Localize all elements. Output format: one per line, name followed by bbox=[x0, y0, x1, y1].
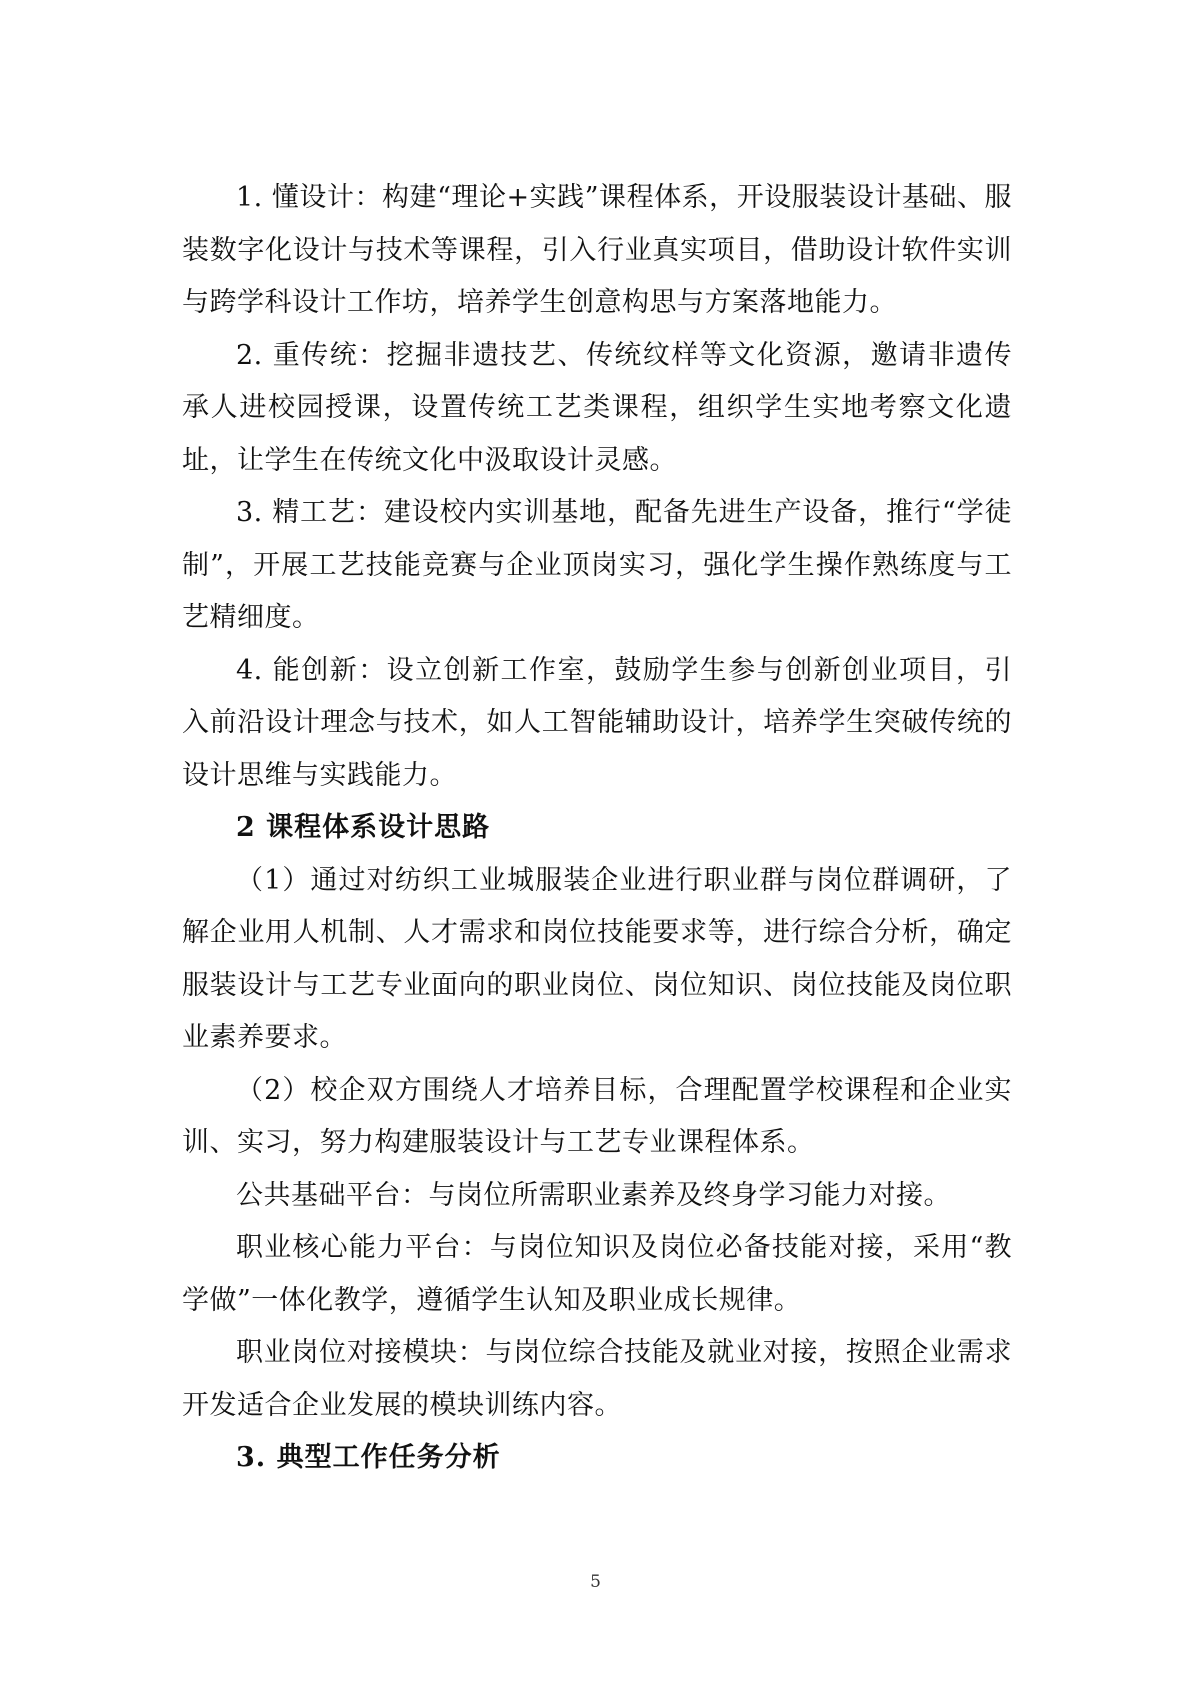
paragraph-value-tradition: 2. 重传统：挖掘非遗技艺、传统纹样等文化资源，邀请非遗传承人进校园授课，设置传统工艺类课程，组织学生实地考察文化遗址，让学生在传统文化中汲取设计灵感。 bbox=[182, 339, 1012, 476]
section-heading-curriculum-design: 2 课程体系设计思路 bbox=[236, 812, 491, 843]
paragraph-job-module: 职业岗位对接模块：与岗位综合技能及就业对接，按照企业需求开发适合企业发展的模块训练内容。 bbox=[182, 1337, 1012, 1421]
page-body bbox=[182, 172, 1012, 1485]
section-heading-task-analysis: 3. 典型工作任务分析 bbox=[236, 1442, 501, 1473]
paragraph-public-foundation: 公共基础平台：与岗位所需职业素养及终身学习能力对接。 bbox=[236, 1179, 951, 1211]
paragraph-school-enterprise: （2）校企双方围绕人才培养目标，合理配置学校课程和企业实训、实习，努力构建服装设计与工艺专业课程体系。 bbox=[182, 1074, 1012, 1158]
paragraph-innovate: 4. 能创新：设立创新工作室，鼓励学生参与创新创业项目，引入前沿设计理念与技术，如人工智能辅助设计，培养学生突破传统的设计思维与实践能力。 bbox=[182, 654, 1012, 791]
paragraph-understand-design: 1. 懂设计：构建“理论+实践”课程体系，开设服装设计基础、服装数字化设计与技术等课程，引入行业真实项目，借助设计软件实训与跨学科设计工作坊，培养学生创意构思与方案落地能力。 bbox=[182, 182, 1012, 318]
paragraph-core-ability: 职业核心能力平台：与岗位知识及岗位必备技能对接，采用“教学做”一体化教学，遵循学生认知及职业成长规律。 bbox=[182, 1232, 1012, 1316]
page-number: 5 bbox=[590, 1572, 601, 1592]
paragraph-refine-craft: 3. 精工艺：建设校内实训基地，配备先进生产设备，推行“学徒制”，开展工艺技能竞赛与企业顶岗实习，强化学生操作熟练度与工艺精细度。 bbox=[182, 497, 1012, 633]
paragraph-research-analysis: （1）通过对纺织工业城服装企业进行职业群与岗位群调研，了解企业用人机制、人才需求和岗位技能要求等，进行综合分析，确定服装设计与工艺专业面向的职业岗位、岗位知识、岗位技能及岗位职业素养要求。 bbox=[182, 864, 1012, 1053]
